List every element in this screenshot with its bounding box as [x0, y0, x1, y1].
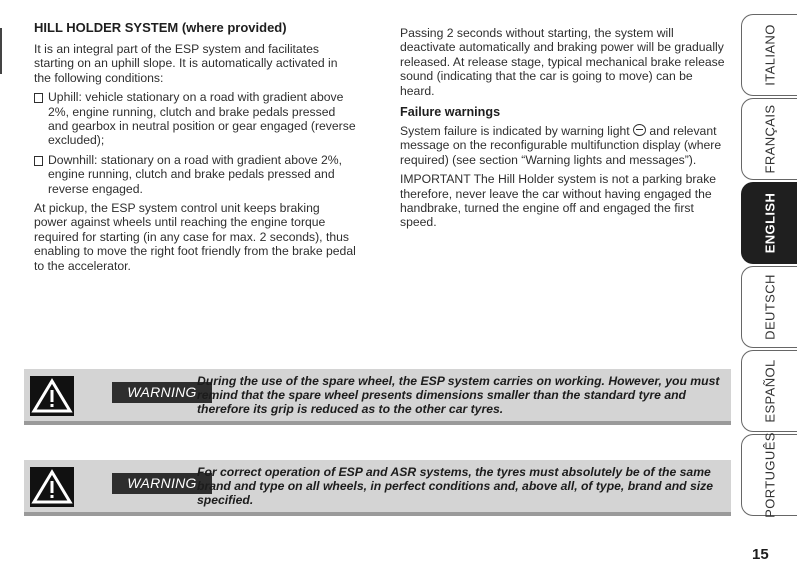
- list-item-text: Uphill: vehicle stationary on a road with gradient above 2%, engine running, clutch and brake pedals pressed and gearbox in neutral position or gear engaged (reverse excluded);: [48, 90, 356, 148]
- warning-box: [24, 369, 731, 425]
- heading-title: HILL HOLDER SYSTEM: [34, 20, 179, 35]
- failure-paragraph: [400, 124, 726, 167]
- checkbox-bullet-icon: [34, 156, 43, 166]
- warning-triangle-icon: [30, 467, 74, 507]
- tab-deutsch[interactable]: [741, 266, 797, 348]
- checkbox-bullet-icon: [34, 93, 43, 103]
- esp-warning-light-icon: [633, 124, 646, 136]
- heading-qualifier: (where provided): [181, 20, 287, 35]
- failure-text-before: System failure is indicated by warning light: [400, 124, 630, 139]
- tab-label: FRANÇAIS: [762, 104, 777, 174]
- failure-text-after: and relevant message on the reconfigurable multifunction display (where required) (see section “Warning lights and messages”).: [400, 124, 722, 167]
- right-column: [400, 26, 726, 235]
- tab-label: PORTUGUÊS: [762, 432, 777, 518]
- condition-list: [34, 90, 356, 196]
- warning-label: WARNING: [112, 473, 212, 494]
- list-item-text: Downhill: stationary on a road with gradient above 2%, engine running, clutch and brake pedals pressed and reverse engaged.: [48, 152, 343, 196]
- intro-paragraph: It is an integral part of the ESP system and facilitates starting on an uphill slope. It is automatically activated in the following conditions:: [34, 42, 338, 85]
- warning-shadow: [24, 421, 731, 425]
- language-tabs: [741, 14, 797, 518]
- release-paragraph: Passing 2 seconds without starting, the system will deactivate automatically and braking power will be gradually released. At release stage, typical mechanical brake release sound (indicating that the car is going to move) can be heard.: [400, 26, 725, 98]
- list-item: [34, 153, 356, 196]
- list-item: [34, 90, 356, 148]
- important-paragraph: IMPORTANT The Hill Holder system is not a parking brake therefore, never leave the car without having engaged the handbrake, turned the engine off and engaged the first speed.: [400, 172, 717, 230]
- warning-shadow: [24, 512, 731, 516]
- tab-label: ESPAÑOL: [762, 359, 777, 423]
- tab-italiano[interactable]: [741, 14, 797, 96]
- tab-label: ENGLISH: [762, 192, 777, 254]
- warning-text: For correct operation of ESP and ASR systems, the tyres must absolutely be of the same brand and type on all wheels, in perfect conditions and, above all, of type, brand and size specified.: [197, 465, 714, 507]
- left-column: [34, 20, 356, 278]
- tab-espanol[interactable]: [741, 350, 797, 432]
- tab-english[interactable]: [741, 182, 797, 264]
- warning-triangle-icon: [30, 376, 74, 416]
- page-number: 15: [752, 546, 769, 563]
- margin-mark: [0, 28, 2, 74]
- warning-label: WARNING: [112, 382, 212, 403]
- tab-francais[interactable]: [741, 98, 797, 180]
- warning-box: [24, 460, 731, 516]
- failure-heading: Failure warnings: [400, 105, 501, 120]
- pickup-paragraph: At pickup, the ESP system control unit keeps braking power against wheels until reaching the engine torque required for starting (in any case for max. 2 seconds), thus enabling to move the right foot friendly from the brake pedal to the accelerator.: [34, 201, 356, 273]
- section-heading: [34, 20, 356, 36]
- tab-label: DEUTSCH: [762, 274, 777, 340]
- tab-portugues[interactable]: [741, 434, 797, 516]
- warning-text: During the use of the spare wheel, the ESP system carries on working. However, you must remind that the spare wheel presents dimensions smaller than the standard tyre and therefore its grip is reduced as to the other car tyres.: [197, 374, 720, 416]
- tab-label: ITALIANO: [762, 24, 777, 86]
